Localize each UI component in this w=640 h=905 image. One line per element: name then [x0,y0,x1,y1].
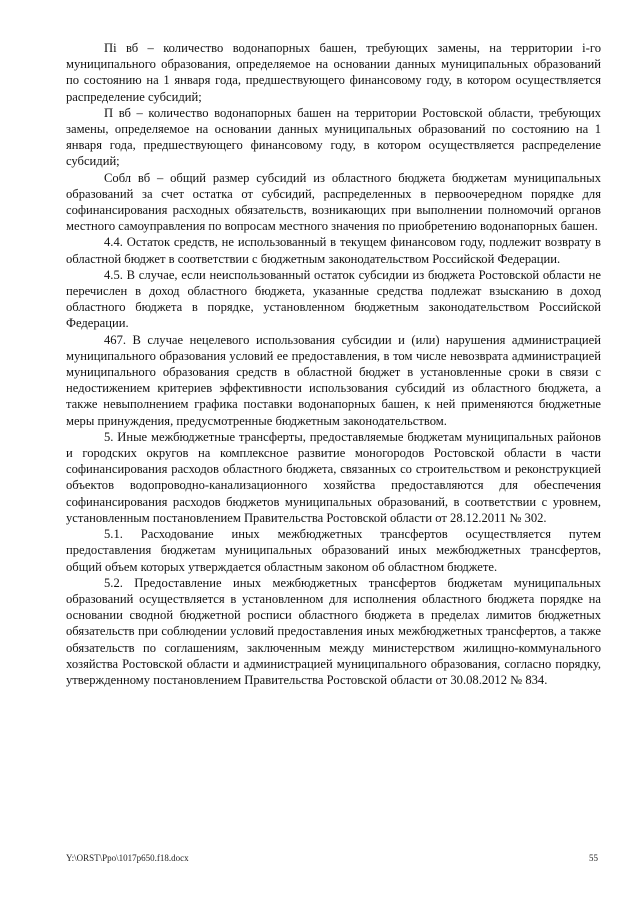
footer-file-path: Y:\ORST\Ppo\1017p650.f18.docx [66,853,189,863]
paragraph-4-4: 4.4. Остаток средств, не использованный в текущем финансовом году, подлежит возврату в областной бюджет в соответствии с бюджетным законодательством Российской Федерации. [66,235,601,266]
paragraph-5-2: 5.2. Предоставление иных межбюджетных трансфертов бюджетам муниципальных образований осуществляется в установленном для исполнения областного бюджета порядке на основании сводной бюджетной росписи областного бюджета в пределах лимитов бюджетных обязательств при соблюдении условий предоставления иных межбюджетных трансфертов, а также обязательств по соглашениям, заключенным между министерством жилищно-коммунального хозяйства Ростовской области и администрацией муниципального образования, согласно порядку, утвержденному постановлением Правительства Ростовской области от 30.08.2012 № 834. [66,575,601,687]
paragraph-pi-vb: Пi вб – количество водонапорных башен, требующих замены, на территории i-го муниципального образования, определяемое на основании данных муниципальных образований по состоянию на 1 января года, предшествующего финансовому году, в котором осуществляется распределение субсидий; [66,41,601,104]
document-body [66,40,601,688]
paragraph-p-vb: П вб – количество водонапорных башен на территории Ростовской области, требующих замены, определяемое на основании данных муниципальных образований по состоянию на 1 января года, предшествующего финансовому году, в котором осуществляется распределение субсидий; [66,105,601,169]
paragraph-5: 5. Иные межбюджетные трансферты, предоставляемые бюджетам муниципальных районов и городских округов на комплексное развитие моногородов Ростовской области в части софинансирования расходов областного бюджета, связанных со строительством и реконструкцией объектов водопроводно-канализационного хозяйства предоставляются для обеспечения софинансирования расходов бюджетов муниципальных образований, в соответствии с уровнем, установленным постановлением Правительства Ростовской области от 28.12.2011 № 302. [66,429,601,525]
page-number: 55 [589,853,598,863]
paragraph-sobl-vb: Собл вб – общий размер субсидий из областного бюджета бюджетам муниципальных образований за счет остатка от субсидий, распределенных в первоочередном порядке для софинансирования расходных обязательств, возникающих при выполнении полномочий органов местного самоуправления по вопросам местного значения по приобретению водонапорных башен. [66,170,601,234]
paragraph-467: 467. В случае нецелевого использования субсидии и (или) нарушения администрацией муниципального образования условий ее предоставления, в том числе невозврата администрацией муниципального образования средств в областной бюджет в установленные сроки в связи с недостижением критериев эффективности использования субсидий из областного бюджета, а также невыполнением графика поставки водонапорных башен, к ней применяются бюджетные меры принуждения, предусмотренные бюджетным законодательством. [66,332,601,428]
paragraph-5-1: 5.1. Расходование иных межбюджетных трансфертов осуществляется путем предоставления бюджетам муниципальных образований иных межбюджетных трансфертов, общий объем которых утверждается областным законом об областном бюджете. [66,527,601,574]
paragraph-4-5: 4.5. В случае, если неиспользованный остаток субсидии из бюджета Ростовской области не перечислен в доход областного бюджета, указанные средства подлежат взысканию в доход областного бюджета в порядке, установленном бюджетным законодательством Российской Федерации. [66,267,601,331]
